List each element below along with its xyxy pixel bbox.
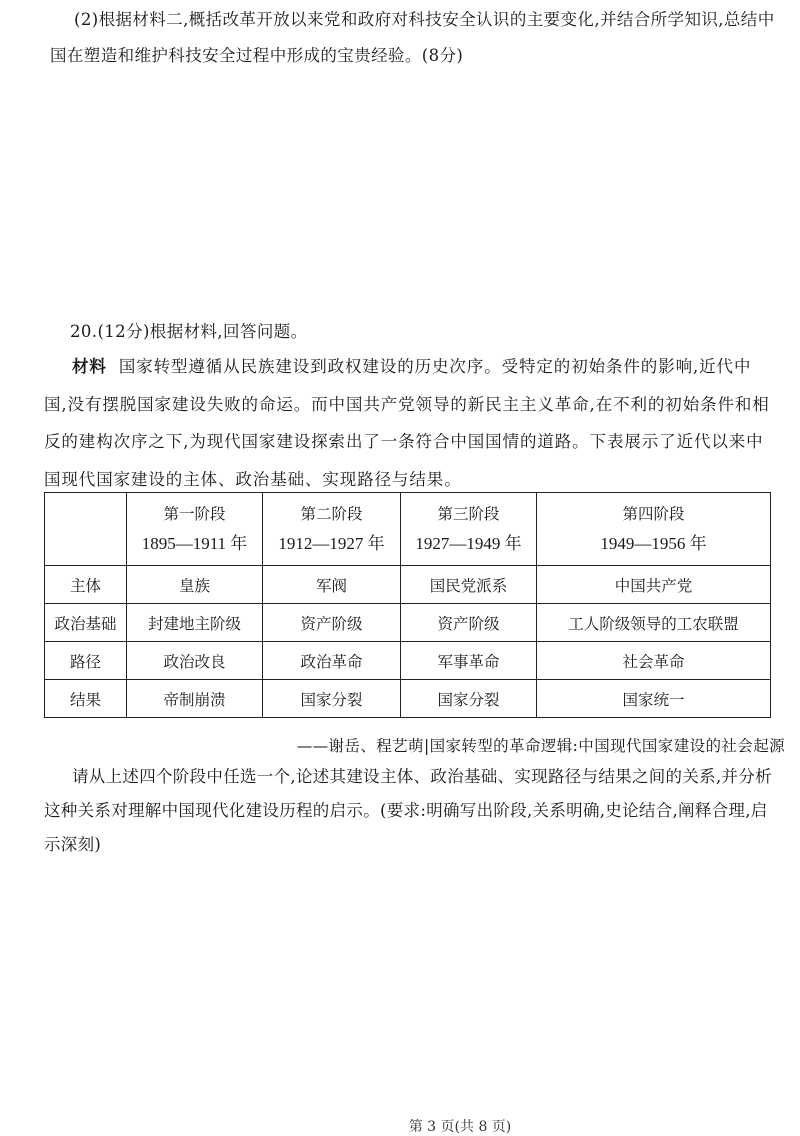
table-cell: 资产阶级 bbox=[263, 604, 401, 642]
table-cell: 军事革命 bbox=[401, 642, 537, 680]
row-label: 路径 bbox=[45, 642, 127, 680]
stage-header: 第四阶段 1949—1956 年 bbox=[537, 493, 771, 566]
stage-header: 第二阶段 1912—1927 年 bbox=[263, 493, 401, 566]
material-paragraph bbox=[44, 348, 774, 498]
table-cell: 政治改良 bbox=[127, 642, 263, 680]
stage-header: 第三阶段 1927—1949 年 bbox=[401, 493, 537, 566]
table-cell: 国家分裂 bbox=[401, 680, 537, 718]
table-cell: 军阀 bbox=[263, 566, 401, 604]
row-label: 主体 bbox=[45, 566, 127, 604]
table-corner-cell bbox=[45, 493, 127, 566]
table-cell: 皇族 bbox=[127, 566, 263, 604]
table-cell: 工人阶级领导的工农联盟 bbox=[537, 604, 771, 642]
table-row bbox=[45, 680, 771, 718]
stages-table bbox=[44, 492, 771, 718]
task-prompt: 请从上述四个阶段中任选一个,论述其建设主体、政治基础、实现路径与结果之间的关系,并分析这种关系对理解中国现代化建设历程的启示。(要求:明确写出阶段,关系明确,史论结合,阐释合理,启示深刻) bbox=[44, 767, 772, 854]
source-citation: ——谢岳、程艺萌|国家转型的革命逻辑:中国现代国家建设的社会起源 bbox=[296, 737, 785, 755]
table-header-row bbox=[45, 493, 771, 566]
material-label: 材料 bbox=[72, 357, 107, 376]
table-cell: 国民党派系 bbox=[401, 566, 537, 604]
table-row bbox=[45, 642, 771, 680]
table-cell: 封建地主阶级 bbox=[127, 604, 263, 642]
material-text: 国家转型遵循从民族建设到政权建设的历史次序。受特定的初始条件的影响,近代中国,没有摆脱国家建设失败的命运。而中国共产党领导的新民主主义革命,在不利的初始条件和相反的建构次序之下,为现代国家建设探索出了一条符合中国国情的道路。下表展示了近代以来中国现代国家建设的主体、政治基础、实现路径与结果。 bbox=[44, 357, 770, 489]
question-20-heading: 20.(12分)根据材料,回答问题。 bbox=[70, 322, 308, 341]
table-cell: 资产阶级 bbox=[401, 604, 537, 642]
table-row bbox=[45, 566, 771, 604]
table-cell: 帝制崩溃 bbox=[127, 680, 263, 718]
question-2-text: (2)根据材料二,概括改革开放以来党和政府对科技安全认识的主要变化,并结合所学知识,总结中国在塑造和维护科技安全过程中形成的宝贵经验。(8分) bbox=[50, 10, 775, 65]
page-footer: 第 3 页(共 8 页) bbox=[408, 1119, 512, 1135]
table-cell: 国家分裂 bbox=[263, 680, 401, 718]
table-cell: 社会革命 bbox=[537, 642, 771, 680]
table-cell: 政治革命 bbox=[263, 642, 401, 680]
table-cell: 国家统一 bbox=[537, 680, 771, 718]
row-label: 政治基础 bbox=[45, 604, 127, 642]
table-cell: 中国共产党 bbox=[537, 566, 771, 604]
row-label: 结果 bbox=[45, 680, 127, 718]
table-row bbox=[45, 604, 771, 642]
stage-header: 第一阶段 1895—1911 年 bbox=[127, 493, 263, 566]
